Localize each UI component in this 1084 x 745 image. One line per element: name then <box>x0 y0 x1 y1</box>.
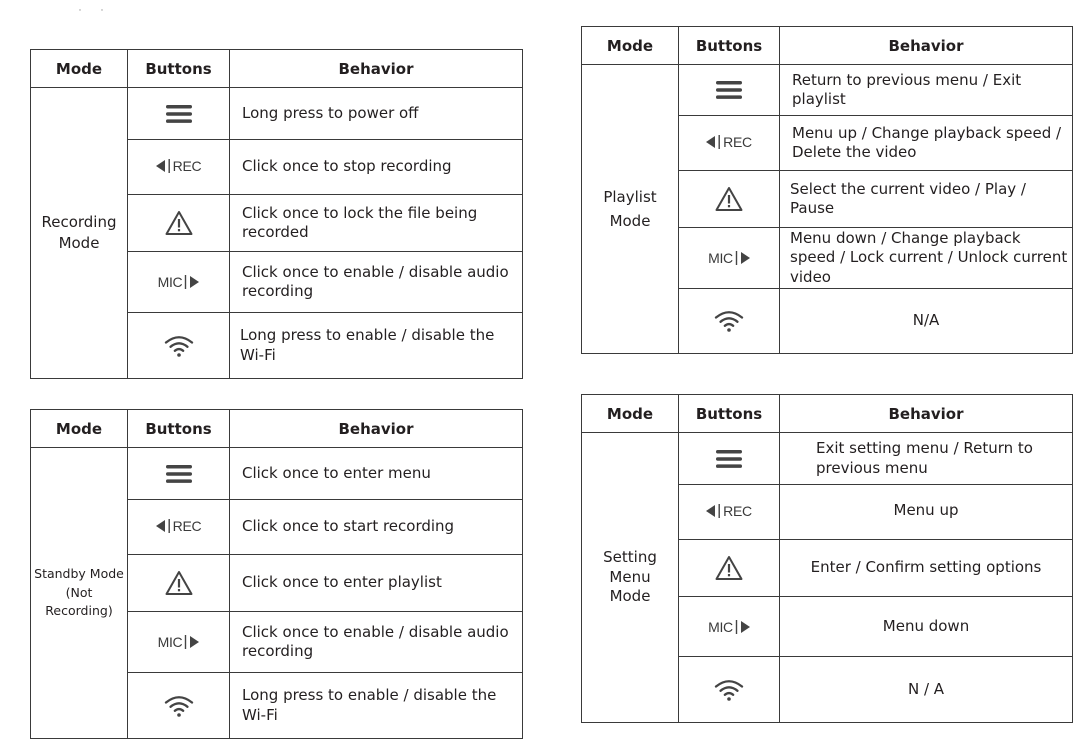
mode-label: Setting <box>603 548 657 567</box>
warning-icon <box>165 570 193 596</box>
left-triangle-icon <box>706 505 716 517</box>
warning-icon <box>165 210 193 236</box>
button-cell <box>128 612 230 673</box>
menu-icon <box>166 465 192 483</box>
divider-bar-icon <box>735 251 738 265</box>
behavior-header: Behavior <box>230 410 523 448</box>
setting-menu-mode-table <box>581 394 1073 723</box>
wifi-icon <box>714 309 744 333</box>
button-cell <box>679 433 780 485</box>
rec-label: REC <box>172 518 202 534</box>
rec-button-icon <box>706 134 752 150</box>
mode-label: Mode <box>58 234 100 252</box>
behavior-cell: Click once to lock the file being recorded <box>230 195 523 252</box>
button-cell <box>679 228 780 289</box>
mic-label: MIC <box>708 618 733 635</box>
mode-header: Mode <box>31 50 128 88</box>
mode-label: Recording <box>41 213 117 231</box>
rec-button-icon <box>706 503 752 519</box>
mode-header: Mode <box>31 410 128 448</box>
behavior-cell: N / A <box>780 657 1073 723</box>
right-triangle-icon <box>740 621 750 633</box>
mic-button-icon <box>158 634 200 650</box>
left-triangle-icon <box>156 160 166 172</box>
divider-bar-icon <box>184 635 187 649</box>
behavior-cell: Exit setting menu / Return to previous menu <box>780 433 1073 485</box>
right-triangle-icon <box>189 276 199 288</box>
mode-label: Mode <box>609 587 651 606</box>
divider-bar-icon <box>184 275 187 289</box>
mic-label: MIC <box>708 250 733 266</box>
button-cell <box>128 673 230 739</box>
button-cell <box>679 116 780 171</box>
behavior-cell: Menu down <box>780 597 1073 657</box>
left-triangle-icon <box>706 136 716 148</box>
button-cell <box>679 485 780 540</box>
behavior-cell: Click once to enable / disable audio recording <box>230 612 523 673</box>
recording-mode-table <box>30 49 523 379</box>
mode-label: (Not Recording) <box>45 584 113 619</box>
mic-button-icon <box>158 274 200 290</box>
behavior-cell: Long press to enable / disable the Wi-Fi <box>230 313 523 379</box>
playlist-mode-table <box>581 26 1073 354</box>
buttons-header: Buttons <box>679 395 780 433</box>
mic-label: MIC <box>157 634 183 650</box>
button-cell <box>679 540 780 597</box>
behavior-cell: N/A <box>780 289 1073 354</box>
divider-bar-icon <box>735 620 738 634</box>
button-cell <box>679 65 780 116</box>
behavior-cell: Click once to enter menu <box>230 448 523 500</box>
warning-icon <box>715 555 743 581</box>
behavior-cell: Menu up / Change playback speed / Delete the video <box>780 116 1073 171</box>
behavior-cell: Click once to stop recording <box>230 140 523 195</box>
behavior-header: Behavior <box>780 395 1073 433</box>
mode-label: Menu <box>609 567 651 586</box>
mode-label: Standby Mode <box>34 565 124 581</box>
mode-header: Mode <box>582 395 679 433</box>
menu-icon <box>166 105 192 123</box>
buttons-header: Buttons <box>128 50 230 88</box>
button-cell <box>128 88 230 140</box>
right-triangle-icon <box>189 636 199 648</box>
wifi-icon <box>714 678 744 702</box>
button-cell <box>128 500 230 555</box>
scan-mark <box>78 7 108 13</box>
rec-button-icon <box>156 518 202 534</box>
button-cell <box>679 171 780 228</box>
behavior-cell: Click once to start recording <box>230 500 523 555</box>
button-cell <box>128 140 230 195</box>
divider-bar-icon <box>168 159 171 173</box>
behavior-cell: Enter / Confirm setting options <box>780 540 1073 597</box>
behavior-cell: Click once to enable / disable audio recording <box>230 252 523 313</box>
button-cell <box>128 195 230 252</box>
behavior-header: Behavior <box>230 50 523 88</box>
mode-cell <box>31 448 128 739</box>
rec-label: REC <box>172 158 202 174</box>
mode-header: Mode <box>582 27 679 65</box>
menu-icon <box>716 450 742 468</box>
behavior-cell: Click once to enter playlist <box>230 555 523 612</box>
mic-button-icon <box>708 250 750 266</box>
behavior-cell: Menu up <box>780 485 1073 540</box>
behavior-cell: Long press to enable / disable the Wi-Fi <box>230 673 523 739</box>
standby-mode-table <box>30 409 523 739</box>
mode-label: Mode <box>609 212 651 230</box>
rec-label: REC <box>723 503 752 519</box>
warning-icon <box>715 186 743 212</box>
buttons-header: Buttons <box>679 27 780 65</box>
button-cell <box>128 555 230 612</box>
behavior-cell: Long press to power off <box>230 88 523 140</box>
behavior-cell: Select the current video / Play / Pause <box>780 171 1073 228</box>
button-cell <box>128 252 230 313</box>
mode-cell <box>582 433 679 723</box>
mic-label: MIC <box>157 274 183 290</box>
button-cell <box>679 657 780 723</box>
button-cell <box>679 597 780 657</box>
mode-label: Playlist <box>603 188 657 206</box>
buttons-header: Buttons <box>128 410 230 448</box>
behavior-cell: Menu down / Change playback speed / Lock current / Unlock current video <box>780 228 1073 289</box>
behavior-header: Behavior <box>780 27 1073 65</box>
left-triangle-icon <box>156 520 166 532</box>
divider-bar-icon <box>718 135 721 149</box>
rec-label: REC <box>723 134 752 150</box>
behavior-cell: Return to previous menu / Exit playlist <box>780 65 1073 116</box>
wifi-icon <box>164 334 194 358</box>
rec-button-icon <box>156 158 202 174</box>
button-cell <box>679 289 780 354</box>
mode-cell <box>582 65 679 354</box>
divider-bar-icon <box>718 504 721 518</box>
right-triangle-icon <box>740 252 750 264</box>
menu-icon <box>716 81 742 99</box>
button-cell <box>128 313 230 379</box>
wifi-icon <box>164 694 194 718</box>
button-cell <box>128 448 230 500</box>
mode-cell <box>31 88 128 379</box>
mic-button-icon <box>708 619 750 635</box>
divider-bar-icon <box>168 519 171 533</box>
